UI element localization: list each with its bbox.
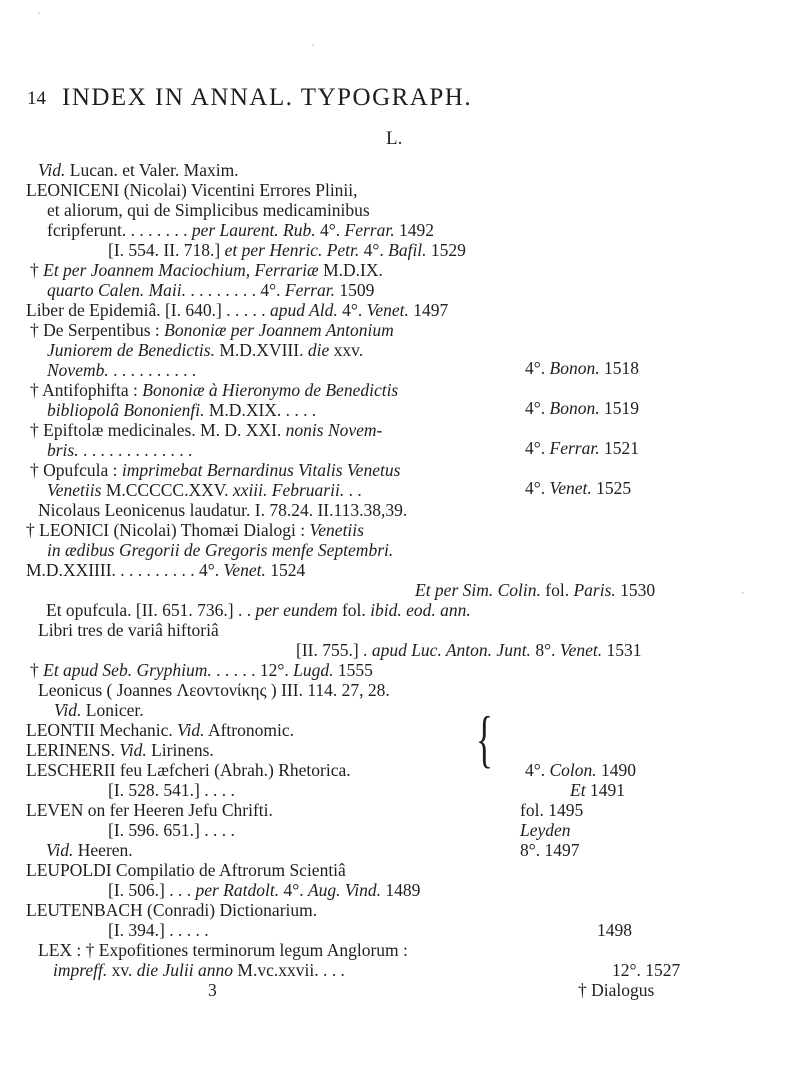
text-segment: apud Ald. bbox=[269, 300, 338, 320]
text-segment: LEX : † Expofitiones terminorum legum Anglorum : bbox=[38, 940, 408, 960]
entry-line bbox=[208, 980, 217, 1000]
text-segment: 1529 bbox=[426, 240, 466, 260]
entry-line bbox=[415, 580, 655, 600]
text-segment: Ferrar. bbox=[284, 280, 335, 300]
text-segment: 1497 bbox=[408, 300, 449, 320]
text-segment: Aftronomic. bbox=[204, 720, 294, 740]
text-segment: Lucan. et Valer. Maxim. bbox=[65, 160, 239, 180]
text-segment: LERINENS. bbox=[26, 740, 120, 760]
text-segment: 1530 bbox=[615, 580, 656, 600]
text-segment: 1490 bbox=[596, 760, 637, 780]
entry-line bbox=[38, 680, 390, 700]
text-segment: LEONTII bbox=[26, 720, 96, 740]
right-entry bbox=[578, 980, 654, 1000]
text-segment: 1531 bbox=[602, 640, 642, 660]
text-segment: Lugd. bbox=[293, 660, 334, 680]
entry-line bbox=[47, 280, 374, 300]
text-segment: die Julii anno bbox=[136, 960, 234, 980]
text-segment: . . bbox=[344, 480, 362, 500]
section-letter: L. bbox=[386, 128, 403, 149]
text-segment: Venetiis bbox=[309, 520, 364, 540]
text-segment: 4°. bbox=[359, 240, 389, 260]
text-segment: in ædibus Gregorii de Gregoris menfe Septembri. bbox=[47, 540, 394, 560]
text-segment: et per Henric. Petr. bbox=[224, 240, 360, 260]
entry-line bbox=[47, 440, 192, 460]
text-segment: † LEONICI bbox=[26, 520, 110, 540]
entry-line bbox=[26, 760, 351, 780]
text-segment: (Nicolai) Thomæi Dialogi : bbox=[109, 520, 310, 540]
text-segment: 1498 bbox=[597, 920, 632, 940]
entry-line bbox=[38, 500, 407, 520]
text-segment: Nicolaus Leonicenus laudatur. I. 78.24. II.113.38,39. bbox=[38, 500, 408, 520]
text-segment: Liber de Epidemiâ. [I. 640.] . . . . . bbox=[26, 300, 270, 320]
text-segment: per Laurent. Rub. bbox=[191, 220, 316, 240]
text-segment: Lonicer. bbox=[81, 700, 144, 720]
text-segment: et aliorum, qui de Simplicibus medicaminibus bbox=[47, 200, 370, 220]
text-segment: 4°. bbox=[525, 760, 550, 780]
right-entry bbox=[597, 920, 632, 940]
text-segment: . . . . . . . . 4°. bbox=[186, 280, 285, 300]
text-segment: † Dialogus bbox=[578, 980, 655, 1000]
entry-line bbox=[26, 560, 305, 580]
text-segment: (Nicolai) Vicentini Errores Plinii, bbox=[119, 180, 358, 200]
curly-brace-icon: { bbox=[476, 703, 493, 774]
right-entry bbox=[570, 780, 625, 800]
text-segment: imprimebat Bernardinus Vitalis Venetus bbox=[121, 460, 401, 480]
text-segment: LEONICENI bbox=[26, 180, 120, 200]
text-segment: Vid. bbox=[38, 160, 66, 180]
right-entry bbox=[520, 840, 580, 860]
text-segment: Et per Sim. Colin. bbox=[415, 580, 541, 600]
text-segment: impreff. bbox=[53, 960, 108, 980]
entry-line bbox=[26, 720, 294, 740]
text-segment: ibid. eod. ann. bbox=[370, 600, 471, 620]
entry-line bbox=[46, 840, 133, 860]
text-segment: Venetiis bbox=[47, 480, 102, 500]
entry-line bbox=[30, 660, 373, 680]
text-segment: Ferrar. bbox=[344, 220, 395, 240]
text-segment: M.D.XXIIII. . . . . . . . . . bbox=[26, 560, 195, 580]
text-segment: 1489 bbox=[381, 880, 421, 900]
text-segment: bibliopolâ Bononienfi. bbox=[47, 400, 205, 420]
text-segment: per Ratdolt. bbox=[195, 880, 280, 900]
text-segment: Heeren. bbox=[73, 840, 133, 860]
text-segment: Bafil. bbox=[388, 240, 427, 260]
text-segment: Aug. Vind. bbox=[307, 880, 382, 900]
text-segment: Bononiæ per Joannem Antonium bbox=[164, 320, 394, 340]
right-entry bbox=[612, 960, 680, 980]
text-segment: M.D.IX. bbox=[318, 260, 383, 280]
text-segment: Vid. bbox=[177, 720, 205, 740]
text-segment: † bbox=[30, 660, 44, 680]
entry-line bbox=[47, 340, 363, 360]
text-segment: per eundem bbox=[255, 600, 338, 620]
entry-line bbox=[26, 180, 358, 200]
text-segment: fol. bbox=[540, 580, 574, 600]
text-segment: xxiii. Februarii. bbox=[232, 480, 345, 500]
right-entry bbox=[520, 800, 583, 820]
text-segment: Bonon. bbox=[549, 358, 600, 378]
text-segment: Compilatio de Aftrorum Scientiâ bbox=[111, 860, 346, 880]
text-segment: 4°. bbox=[279, 880, 308, 900]
entry-line bbox=[47, 200, 370, 220]
right-entry bbox=[525, 438, 639, 458]
entry-line bbox=[30, 260, 383, 280]
text-segment: 1555 bbox=[333, 660, 373, 680]
text-segment: . . . . . 12°. bbox=[211, 660, 294, 680]
entry-line bbox=[46, 600, 471, 620]
text-segment: [I. 554. II. 718.] bbox=[108, 240, 225, 260]
text-segment: Leonicus ( Joannes Λεοντονίκης ) III. 114. 27, 28. bbox=[38, 680, 390, 700]
text-segment: apud Luc. Anton. Junt. bbox=[371, 640, 531, 660]
text-segment: 4°. bbox=[525, 358, 550, 378]
text-segment: 1521 bbox=[599, 438, 639, 458]
entry-line bbox=[38, 940, 408, 960]
right-entry bbox=[525, 398, 639, 418]
text-segment: 4°. bbox=[525, 438, 550, 458]
text-segment: 1524 bbox=[265, 560, 306, 580]
text-segment: 4°. bbox=[337, 300, 367, 320]
text-segment: Novemb. bbox=[47, 360, 109, 380]
text-segment: 4°. bbox=[525, 478, 550, 498]
entry-line bbox=[26, 800, 273, 820]
entry-line bbox=[47, 540, 393, 560]
text-segment: Ferrar. bbox=[549, 438, 600, 458]
entry-line bbox=[53, 960, 345, 980]
text-segment: Juniorem de Benedictis. bbox=[47, 340, 215, 360]
text-segment: Et apud Seb. Gryphium. bbox=[43, 660, 212, 680]
entry-line bbox=[30, 420, 382, 440]
entry-line bbox=[30, 380, 398, 400]
text-segment: Leyden bbox=[520, 820, 571, 840]
text-segment: 4°. bbox=[194, 560, 224, 580]
text-segment: LEUPOLDI bbox=[26, 860, 112, 880]
entry-line bbox=[38, 160, 239, 180]
text-segment: M.CCCCC.XXV. bbox=[101, 480, 233, 500]
text-segment: (Conradi) Dictionarium. bbox=[142, 900, 318, 920]
text-segment: M.D.XVIII. bbox=[214, 340, 308, 360]
text-segment: [I. 506.] . . . bbox=[108, 880, 196, 900]
text-segment: 4°. bbox=[315, 220, 345, 240]
text-segment: Libri tres de variâ hiftoriâ bbox=[38, 620, 219, 640]
running-title: INDEX IN ANNAL. TYPOGRAPH. bbox=[62, 84, 473, 111]
text-segment: † Opufcula : bbox=[30, 460, 122, 480]
text-segment: Vid. bbox=[119, 740, 147, 760]
page-number: 14 bbox=[27, 88, 46, 109]
text-segment: Venet. bbox=[223, 560, 266, 580]
text-segment: die bbox=[307, 340, 330, 360]
text-segment: [II. 755.] . bbox=[296, 640, 372, 660]
entry-line bbox=[296, 640, 641, 660]
text-segment: Vid. bbox=[46, 840, 74, 860]
text-segment: 1518 bbox=[599, 358, 639, 378]
text-segment: [I. 528. 541.] . . . . bbox=[108, 780, 235, 800]
text-segment: Venet. bbox=[559, 640, 603, 660]
entry-line bbox=[108, 820, 235, 840]
entry-line bbox=[30, 320, 394, 340]
entry-line bbox=[26, 520, 364, 540]
entry-line bbox=[108, 240, 466, 260]
text-segment: 3 bbox=[208, 980, 217, 1000]
text-segment: † Antifophifta : bbox=[30, 380, 143, 400]
text-segment: LEUTENBACH bbox=[26, 900, 143, 920]
paper-speck bbox=[742, 592, 744, 594]
text-segment: feu Læfcheri (Abrah.) Rhetorica. bbox=[115, 760, 351, 780]
paper-speck bbox=[38, 12, 40, 14]
text-segment: M.vc.xxvii. . . . bbox=[233, 960, 345, 980]
text-segment: 8°. 1497 bbox=[520, 840, 580, 860]
text-segment: [I. 596. 651.] . . . . bbox=[108, 820, 235, 840]
text-segment: 12°. 1527 bbox=[612, 960, 681, 980]
entry-line bbox=[47, 360, 196, 380]
text-segment: M.D.XIX. . . . . bbox=[204, 400, 317, 420]
entry-line bbox=[26, 300, 448, 320]
entry-line bbox=[38, 620, 219, 640]
entry-line bbox=[30, 460, 400, 480]
entry-line bbox=[108, 920, 209, 940]
text-segment: 1491 bbox=[585, 780, 625, 800]
text-segment: 1519 bbox=[599, 398, 639, 418]
text-segment: bris. bbox=[47, 440, 79, 460]
text-segment: 1509 bbox=[334, 280, 375, 300]
text-segment: 8°. bbox=[530, 640, 560, 660]
entry-line bbox=[26, 740, 214, 760]
text-segment: Bonon. bbox=[549, 398, 600, 418]
text-segment: Venet. bbox=[366, 300, 409, 320]
entry-line bbox=[54, 700, 144, 720]
entry-line bbox=[26, 900, 317, 920]
paper-speck bbox=[312, 44, 314, 46]
entry-line bbox=[47, 400, 316, 420]
text-segment: 1525 bbox=[591, 478, 632, 498]
right-entry bbox=[525, 478, 631, 498]
text-segment: on fer Heeren Jefu Chrifti. bbox=[83, 800, 273, 820]
text-segment: Et per Joannem Maciochium, Ferrariæ bbox=[43, 260, 319, 280]
text-segment: 1492 bbox=[394, 220, 434, 240]
text-segment: † De Serpentibus : bbox=[30, 320, 165, 340]
text-segment: Colon. bbox=[549, 760, 597, 780]
text-segment: [I. 394.] . . . . . bbox=[108, 920, 209, 940]
text-segment: fol. bbox=[337, 600, 371, 620]
text-segment: Venet. bbox=[549, 478, 592, 498]
right-entry bbox=[520, 820, 571, 840]
right-entry bbox=[525, 760, 636, 780]
text-segment: xxv. bbox=[329, 340, 364, 360]
text-segment: † bbox=[30, 260, 44, 280]
text-segment: LEVEN bbox=[26, 800, 84, 820]
text-segment: Et opufcula. [II. 651. 736.] . . bbox=[46, 600, 256, 620]
entry-line bbox=[47, 220, 434, 240]
text-segment: Vid. bbox=[54, 700, 82, 720]
text-segment: nonis Novem- bbox=[285, 420, 383, 440]
text-segment: 4°. bbox=[525, 398, 550, 418]
right-entry bbox=[525, 358, 639, 378]
entry-line bbox=[108, 780, 235, 800]
text-segment: xv. bbox=[107, 960, 137, 980]
text-segment: LESCHERII bbox=[26, 760, 116, 780]
text-segment: quarto Calen. Maii. bbox=[47, 280, 187, 300]
entry-line bbox=[26, 860, 346, 880]
text-segment: . . . . . . . . . . . . . bbox=[78, 440, 193, 460]
text-segment: Paris. bbox=[573, 580, 616, 600]
text-segment: Bononiæ à Hieronymo de Benedictis bbox=[142, 380, 399, 400]
text-segment: fcripferunt. . . . . . . . bbox=[47, 220, 192, 240]
text-segment: . . . . . . . . . . bbox=[108, 360, 197, 380]
text-segment: fol. 1495 bbox=[520, 800, 584, 820]
text-segment: Et bbox=[570, 780, 586, 800]
text-segment: Mechanic. bbox=[95, 720, 178, 740]
text-segment: Lirinens. bbox=[146, 740, 214, 760]
text-segment: † Epiftolæ medicinales. M. D. XXI. bbox=[30, 420, 286, 440]
entry-line bbox=[47, 480, 362, 500]
entry-line bbox=[108, 880, 420, 900]
